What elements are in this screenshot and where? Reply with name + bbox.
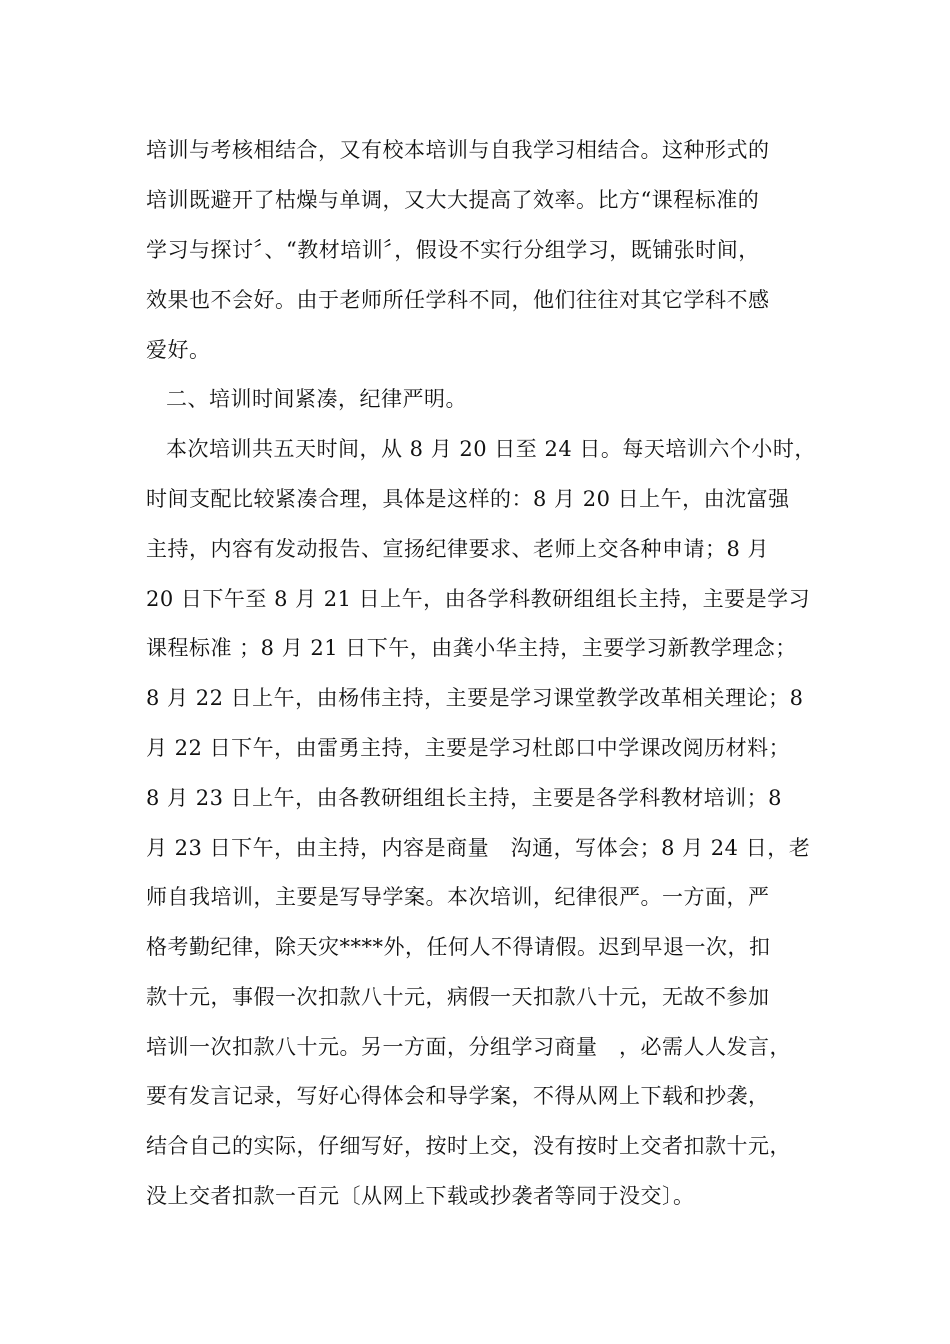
text-line: 结合自己的实际，仔细写好，按时上交，没有按时上交者扣款十元， bbox=[146, 1134, 791, 1158]
text-line: 月 22 日下午，由雷勇主持，主要是学习杜郎口中学课改阅历材料； bbox=[146, 736, 791, 760]
text-line: 学习与探讨〞、“教材培训〞，假设不实行分组学习，既铺张时间， bbox=[146, 238, 760, 262]
text-line: 20 日下午至 8 月 21 日上午，由各学科教研组组长主持，主要是学习 bbox=[146, 587, 811, 611]
text-line: 培训与考核相结合，又有校本培训与自我学习相结合。这种形式的 bbox=[146, 138, 770, 162]
text-line: 课程标准 ；8 月 21 日下午，由龚小华主持，主要学习新教学理念； bbox=[146, 636, 797, 660]
text-line: 本次培训共五天时间，从 8 月 20 日至 24 日。每天培训六个小时， bbox=[166, 437, 816, 461]
text-line: 格考勤纪律，除天灾****外，任何人不得请假。迟到早退一次，扣 bbox=[146, 935, 771, 959]
text-line: 月 23 日下午，由主持，内容是商量 沟通，写体会；8 月 24 日，老 bbox=[146, 836, 811, 860]
text-line: 培训一次扣款八十元。另一方面，分组学习商量 ，必需人人发言， bbox=[146, 1035, 792, 1059]
text-line: 培训既避开了枯燥与单调，又大大提高了效率。比方“课程标准的 bbox=[146, 188, 760, 212]
text-line: 没上交者扣款一百元〔从网上下载或抄袭者等同于没交〕。 bbox=[146, 1184, 695, 1208]
text-line: 8 月 23 日上午，由各教研组组长主持，主要是各学科教材培训；8 bbox=[146, 786, 782, 810]
text-line: 8 月 22 日上午，由杨伟主持，主要是学习课堂教学改革相关理论；8 bbox=[146, 686, 804, 710]
text-line: 主持，内容有发动报告、宣扬纪律要求、老师上交各种申请；8 月 bbox=[146, 537, 770, 561]
text-line: 爱好。 bbox=[146, 338, 211, 362]
text-line: 要有发言记录，写好心得体会和导学案，不得从网上下载和抄袭， bbox=[146, 1084, 770, 1108]
text-line: 效果也不会好。由于老师所任学科不同，他们往往对其它学科不感 bbox=[146, 288, 770, 312]
section-heading: 二、培训时间紧凑，纪律严明。 bbox=[166, 387, 467, 411]
text-line: 师自我培训，主要是写导学案。本次培训，纪律很严。一方面，严 bbox=[146, 885, 770, 909]
text-line: 时间支配比较紧凑合理，具体是这样的：8 月 20 日上午，由沈富强 bbox=[146, 487, 790, 511]
text-line: 款十元，事假一次扣款八十元，病假一天扣款八十元，无故不参加 bbox=[146, 985, 770, 1009]
